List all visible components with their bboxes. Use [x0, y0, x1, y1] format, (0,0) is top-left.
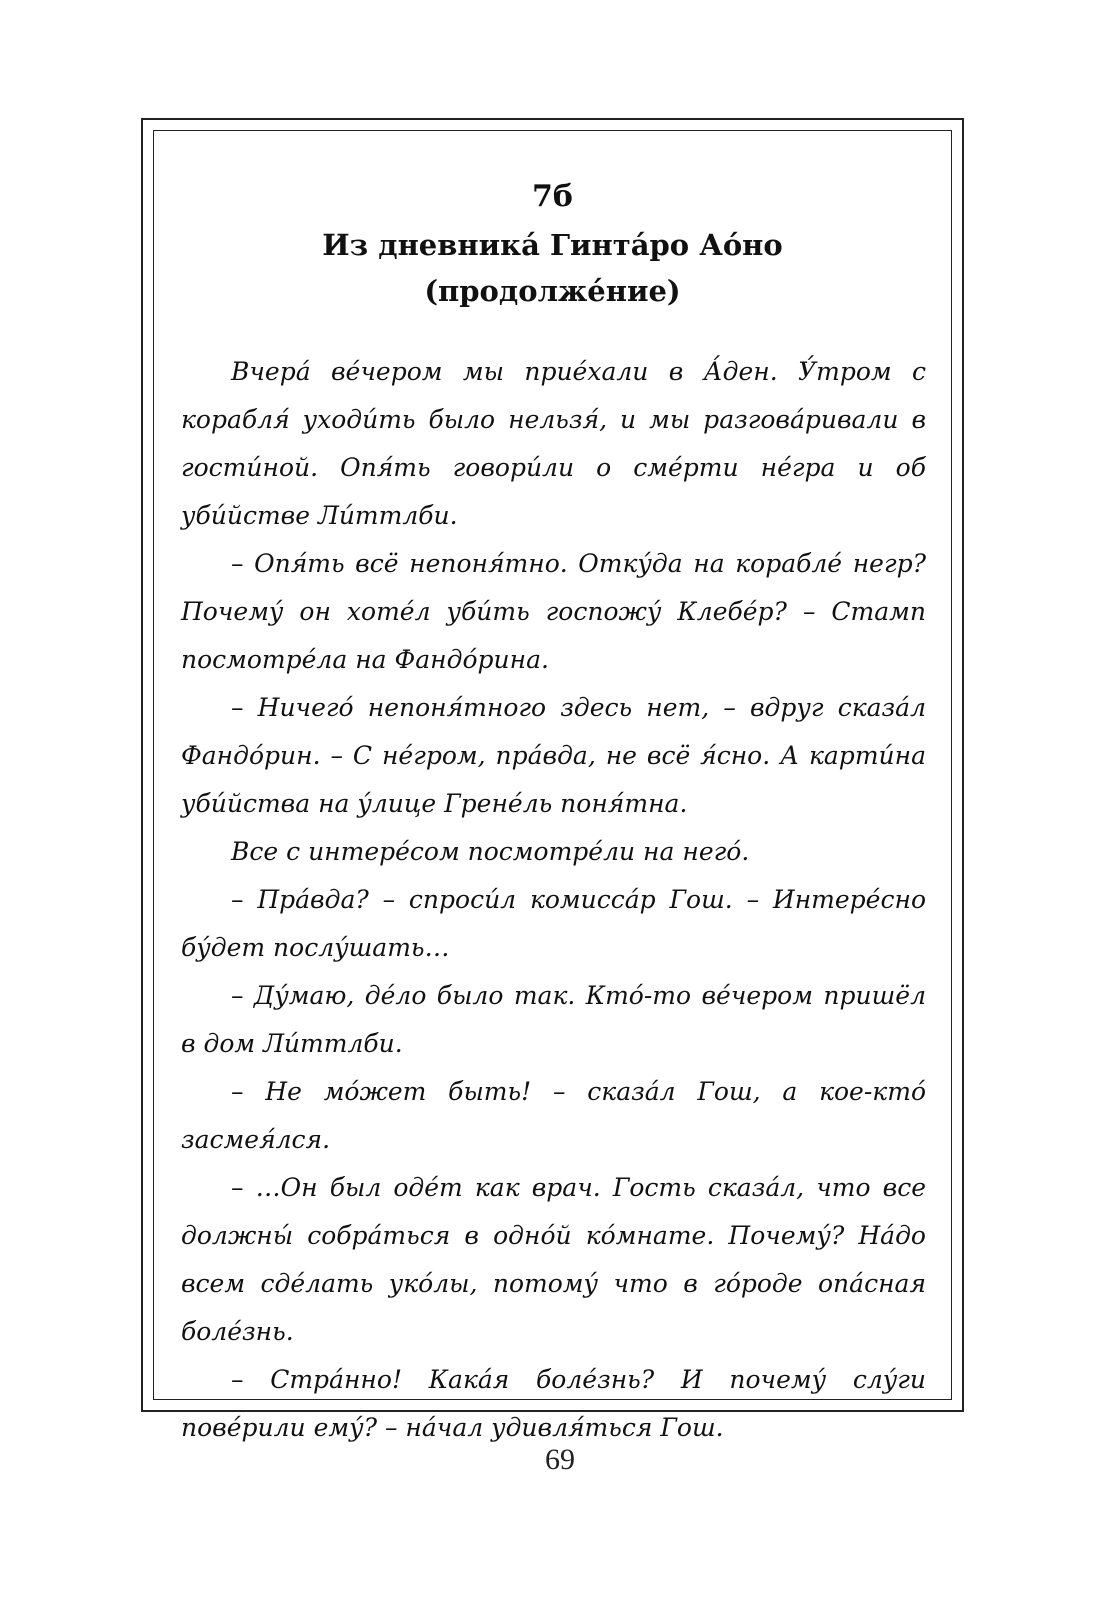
paragraph: Вчера́ ве́чером мы прие́хали в А́ден. У́тром с корабля́ уходи́ть было нельзя́, и мы разгова́ривали в гости́ной. Опя́ть говори́ли о сме́рти не́гра и об уби́йстве Ли́ттлби.: [181, 357, 926, 530]
chapter-number: 7б: [532, 179, 573, 214]
paragraph: – Опя́ть всё непоня́тно. Отку́да на корабле́ негр? Почему́ он хоте́л уби́ть госпожу́ Клебе́р? – Стамп посмотре́ла на Фандо́рина.: [181, 549, 926, 674]
page-number: 69: [545, 1443, 575, 1476]
chapter-title: Из дневника́ Гинта́ро Ао́но: [322, 228, 783, 262]
paragraph: – …Он был оде́т как врач. Гость сказа́л, что все должны́ собра́ться в одно́й ко́мнате. Почему́? На́до всем сде́лать уко́лы, потому́ что в го́роде опа́сная боле́знь.: [181, 1173, 926, 1346]
paragraph: – Ду́маю, де́ло было так. Кто́-то ве́чером пришёл в дом Ли́ттлби.: [181, 981, 926, 1058]
paragraph: – Пра́вда? – спроси́л комисса́р Гош. – Интере́сно бу́дет послу́шать…: [181, 885, 926, 962]
paragraph: – Стра́нно! Кака́я боле́знь? И почему́ слу́ги пове́рили ему́? – на́чал удивля́ться Гош.: [181, 1365, 926, 1442]
paragraph: – Ничего́ непоня́тного здесь нет, – вдруг сказа́л Фандо́рин. – С не́гром, пра́вда, не всё я́сно. А карти́на уби́йства на у́лице Грене́ль поня́тна.: [181, 693, 926, 818]
paragraph: Все с интере́сом посмотре́ли на него́.: [231, 837, 750, 866]
body-text: [181, 348, 926, 1452]
chapter-heading: [153, 172, 952, 314]
chapter-subtitle: (продолже́ние): [424, 274, 681, 308]
paragraph: – Не мо́жет быть! – сказа́л Гош, а кое-кто́ засмея́лся.: [181, 1077, 926, 1154]
